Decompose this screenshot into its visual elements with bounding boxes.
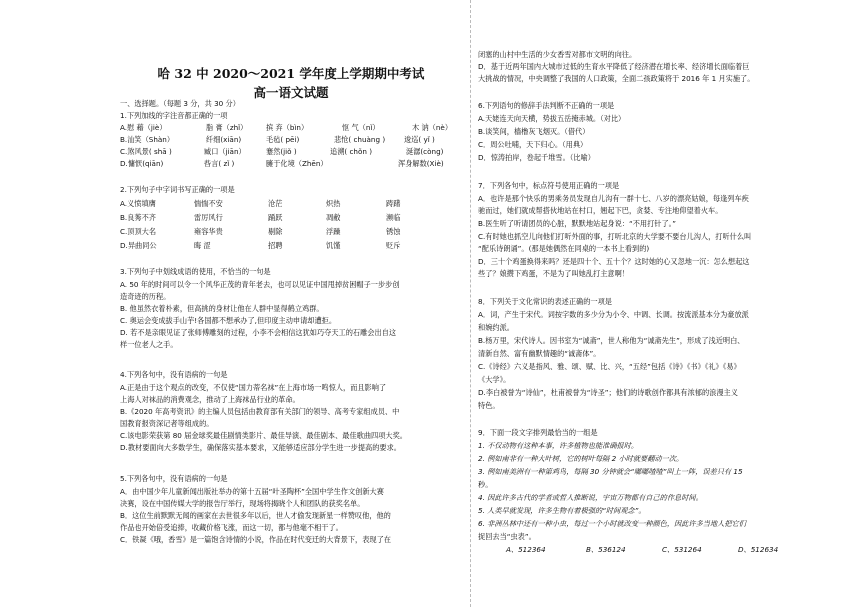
question-9-line: 6. 非洲丛林中还有一种小虫，每过一个小时就改变一种颜色，因此许多当地人把它们: [478, 519, 746, 528]
question-9-line: 3. 例如南美洲有一种第鸡鸟，每隔 30 分钟就会“嘟嘟喳喳”叫上一阵，误差只有 15: [478, 467, 743, 476]
question-5-stem: 5.下列各句中，没有语病的一句是: [120, 474, 228, 483]
question-9-line: 秒。: [478, 480, 493, 489]
question-1-row-d: [120, 159, 462, 169]
question-5-line: A．由中国少年儿童新闻出版社举办的第十五届“叶圣陶杯”全国中学生作文创新大赛: [120, 487, 384, 496]
q1-a-5: 木 讷（nè）: [412, 123, 453, 132]
question-6-line: B.谈笑间，樯橹灰飞烟灭。（借代）: [478, 127, 590, 136]
q2-d-4: 饥馑: [326, 241, 341, 250]
question-4-line: 国教育报资深记者等组成的。: [120, 419, 214, 428]
question-4-line: B.《2020 年高考资讯》的主编人员包括由教育部有关部门的领导、高考专家组成员、中: [120, 407, 400, 416]
q2-a-2: 惴惴不安: [194, 199, 223, 208]
question-2-row-a: [120, 199, 462, 209]
question-7-stem: 7．下列各句中，标点符号使用正确的一项是: [478, 181, 620, 190]
question-9-line: 4. 因此许多古代的学者或哲人推断说，宇宙万物都有自己的作息时间。: [478, 493, 703, 502]
q1-c-5: 涎潺(còng): [406, 147, 444, 156]
question-3-line: 造奇迹的历程。: [120, 292, 171, 301]
question-9-line: 2. 例如南非有一种大叶树，它的树叶每隔 2 小时就要翻动一次。: [478, 454, 684, 463]
q2-d-3: 招聘: [268, 241, 283, 250]
question-3-line: D. 若不是亲眼见证了张师傅雕刻的过程，小李不会相信这犹如巧夺天工的石雕会出自这: [120, 328, 397, 337]
question-7-line: “配乐诗朗诵”。(那是她偶然在同桌的一本书上看到的): [478, 244, 650, 253]
question-9-line: 捉回去当“虫表”。: [478, 532, 536, 541]
question-2-row-d: [120, 241, 462, 251]
question-7-line: A．也许是那个快乐的男乘务员发现自儿沟有一群十七、八岁的漂亮姑娘，每逢列车疾: [478, 194, 749, 203]
question-7-line: C.有时她也抓空儿向他们打听外面的事，打听北京的大学要不要台儿沟人，打听什么叫: [478, 232, 752, 241]
q2-c-3: 剔除: [268, 227, 283, 236]
question-3-stem: 3.下列句子中划线成语的使用，不恰当的一句是: [120, 267, 271, 276]
question-5-line: 作品也开始倍受追捧，收藏价格飞涨，而这一切，都与他毫不相干了。: [120, 523, 343, 532]
q1-b-1: B.汕笑（Shàn）: [120, 135, 175, 144]
q1-a-3: 摈 弃（bìn）: [266, 123, 309, 132]
question-4-line: 上海人对袜品的消费观念，推动了上海袜品行业的革命。: [120, 395, 300, 404]
question-7-line: D．三十个鸡蛋换得来吗？还是四十个、五十个？这时她的心又忽地一沉：怎么想起这: [478, 257, 750, 266]
q1-c-3: 蹇然(jiǒ ): [266, 147, 297, 156]
question-4-line: C.该电影荣获第 80 届金球奖最佳剧情类影片、最佳导演、最佳剧本、最佳歌曲四项大奖。: [120, 431, 407, 440]
question-8-line: 清新自然、富有幽默情趣的“诚斋体”。: [478, 349, 601, 358]
q1-d-5: 浑身解数(Xiè): [398, 159, 444, 168]
question-6-line: C．周公吐哺，天下归心。（用典）: [478, 140, 588, 149]
q2-d-1: D.异曲同公: [120, 241, 157, 250]
question-5-continued: 闭塞的山村中生活的少女香雪对都市文明的向往。: [478, 50, 637, 59]
question-9-stem: 9．下面一段文字排列最恰当的一组是: [478, 428, 598, 437]
q2-a-4: 炽热: [326, 199, 341, 208]
question-3-line: 样一位老人之手。: [120, 340, 178, 349]
question-3-line: B. 他虽然衣着朴素，但高挑的身材让他在人群中显得鹤立鸡群。: [120, 304, 324, 313]
q2-c-4: 浮躁: [326, 227, 341, 236]
question-8-line: D.李白被誉为“诗仙”，杜甫被誉为“诗圣”；他们的诗歌创作都具有浓郁的浪漫主义: [478, 388, 738, 397]
question-8-line: B.杨万里，宋代诗人。因书室为“诚斋”，世人称他为“诚斋先生”，形成了浅近明白、: [478, 336, 745, 345]
question-3-line: A. 50 年的时间可以令一个风华正茂的青年老去，也可以见证中国甩掉贫困帽子一步步创: [120, 280, 400, 289]
question-7-line: 些了？娘攒下鸡蛋，不是为了叫她乱打主意啊！: [478, 269, 629, 278]
question-6-line: D．惊涛拍岸，卷起千堆雪。（比喻）: [478, 153, 595, 162]
question-3-line: C. 奥运会变成拔手山芋!各国都不想承办了,但印度主动申请却遭拒。: [120, 316, 337, 325]
q1-d-1: D.慵恹(qiān): [120, 159, 164, 168]
q2-d-2: 晦 涩: [194, 241, 211, 250]
question-8-line: 《大学》。: [478, 375, 511, 384]
question-1-row-c: [120, 147, 462, 157]
q9-choice-d: D、512634: [738, 545, 779, 554]
question-5-line: C．铁凝《哦，香雪》是一篇饱含诗情的小说，作品在时代变迁的大背景下，表现了在: [120, 535, 391, 544]
q1-b-3: 毛毡( pēi): [266, 135, 300, 144]
q1-b-5: 逡巡( yǐ ): [404, 135, 435, 144]
q2-b-1: B.良莠不齐: [120, 213, 156, 222]
question-8-line: C.《诗经》六义是指风、雅、颂、赋、比、兴，“五经”包括《诗》《书》《礼》《易》: [478, 362, 741, 371]
q2-b-4: 凋敝: [326, 213, 341, 222]
q2-c-2: 雍容华贵: [194, 227, 223, 236]
question-5-line: 决赛，设在中国传媒大学的报告厅举行，现场将揭晓个人和团队的获奖名单。: [120, 499, 365, 508]
q1-d-3: 臃于化境（Zhēn）: [266, 159, 328, 168]
question-2-stem: 2.下列句子中字词书写正确的一项是: [120, 185, 235, 194]
q2-b-5: 濒临: [386, 213, 401, 222]
question-8-line: 和婉约派。: [478, 323, 514, 332]
section-heading: 一、选择题。（每题 3 分，共 30 分）: [120, 99, 240, 108]
q2-a-3: 沧茫: [268, 199, 283, 208]
q2-a-5: 踌躇: [386, 199, 401, 208]
question-2-row-b: [120, 213, 462, 223]
question-4-stem: 4.下列各句中，没有语病的一句是: [120, 370, 228, 379]
q1-d-2: 呰言( zǐ ): [204, 159, 235, 168]
q9-choice-c: C、531264: [662, 545, 702, 554]
question-6-stem: 6.下列语句的修辞手法判断不正确的一项是: [478, 101, 615, 110]
q2-c-1: C.顶顶大名: [120, 227, 157, 236]
exam-subtitle: 高一语文试题: [253, 85, 329, 100]
question-5-option-d: D．基于近两年国内大城市过低的生育水平降低了经济潜在增长率、经济增长面临着巨: [478, 62, 750, 71]
q9-choice-a: A、512364: [506, 545, 546, 554]
exam-title: 哈 32 中 2020～2021 学年度上学期期中考试: [157, 66, 425, 81]
question-6-line: A.天姥连天向天横，势拔五岳掩赤城。（对比）: [478, 114, 626, 123]
q1-c-2: 臧口（jiān）: [204, 147, 246, 156]
q9-choice-b: B、536124: [586, 545, 626, 554]
question-1-row-a: [120, 123, 462, 133]
q1-a-4: 怄 气（nǐ）: [342, 123, 380, 132]
question-9-line: 1. 不仅动物有这种本事，许多植物也能准确报时。: [478, 441, 639, 450]
question-4-line: D.教材要面向大多数学生，确保落实基本要求，又能够适应部分学生进一步提高的要求。: [120, 443, 401, 452]
page-divider: [470, 0, 472, 607]
q1-b-2: 纤细(xiān): [206, 135, 242, 144]
question-5-line: B．这位生前默默无闻的画家在去世很多年以后，世人才偷发现新星一样赞叹他，他的: [120, 511, 391, 520]
q2-a-1: A.义愤填膺: [120, 199, 156, 208]
question-9-line: 5. 人类早就发现，许多生物有着极强的“时间观念”。: [478, 506, 646, 515]
q1-c-4: 追溯( chǒn ): [330, 147, 373, 156]
q2-b-3: 踊跃: [268, 213, 283, 222]
question-7-line: 驰而过，她们就成帮搭伙地站在村口，翘起下巴，贪婪、专注地仰望着火车。: [478, 206, 723, 215]
question-8-stem: 8．下列关于文化常识的表述正确的一项是: [478, 297, 612, 306]
question-5-option-d: 大挑战的情况，中央调整了我国的人口政策，全面二孩政策将于 2016 年 1 月实施了。: [478, 74, 755, 83]
question-9-choices: [478, 545, 830, 555]
question-1-row-b: [120, 135, 462, 145]
q1-c-1: C.煞风景( shā ): [120, 147, 172, 156]
q2-b-2: 雷厉风行: [194, 213, 223, 222]
q1-b-4: 悲怆( chuàng ): [334, 135, 386, 144]
q2-d-5: 贬斥: [386, 241, 401, 250]
question-8-line: 特色。: [478, 401, 500, 410]
question-8-line: A．词，产生于宋代。词按字数的多少分为小令、中调、长调。按流派基本分为豪放派: [478, 310, 749, 319]
question-7-line: B.医生听了听请团员的心脏，默默地站起身说：“不用打针了。”: [478, 219, 676, 228]
question-1-stem: 1.下列加线的字注音都正确的一项: [120, 111, 228, 120]
q2-c-5: 锈蚀: [386, 227, 401, 236]
question-4-line: A.正是由于这个观点的改变，不仅使“国力蒂名袜”在上海市场一鸣惊人，而且影响了: [120, 383, 387, 392]
q1-a-2: 脂 膏（zhǐ）: [206, 123, 248, 132]
question-2-row-c: [120, 227, 462, 237]
q1-a-1: A.慰 藉（jiè）: [120, 123, 167, 132]
